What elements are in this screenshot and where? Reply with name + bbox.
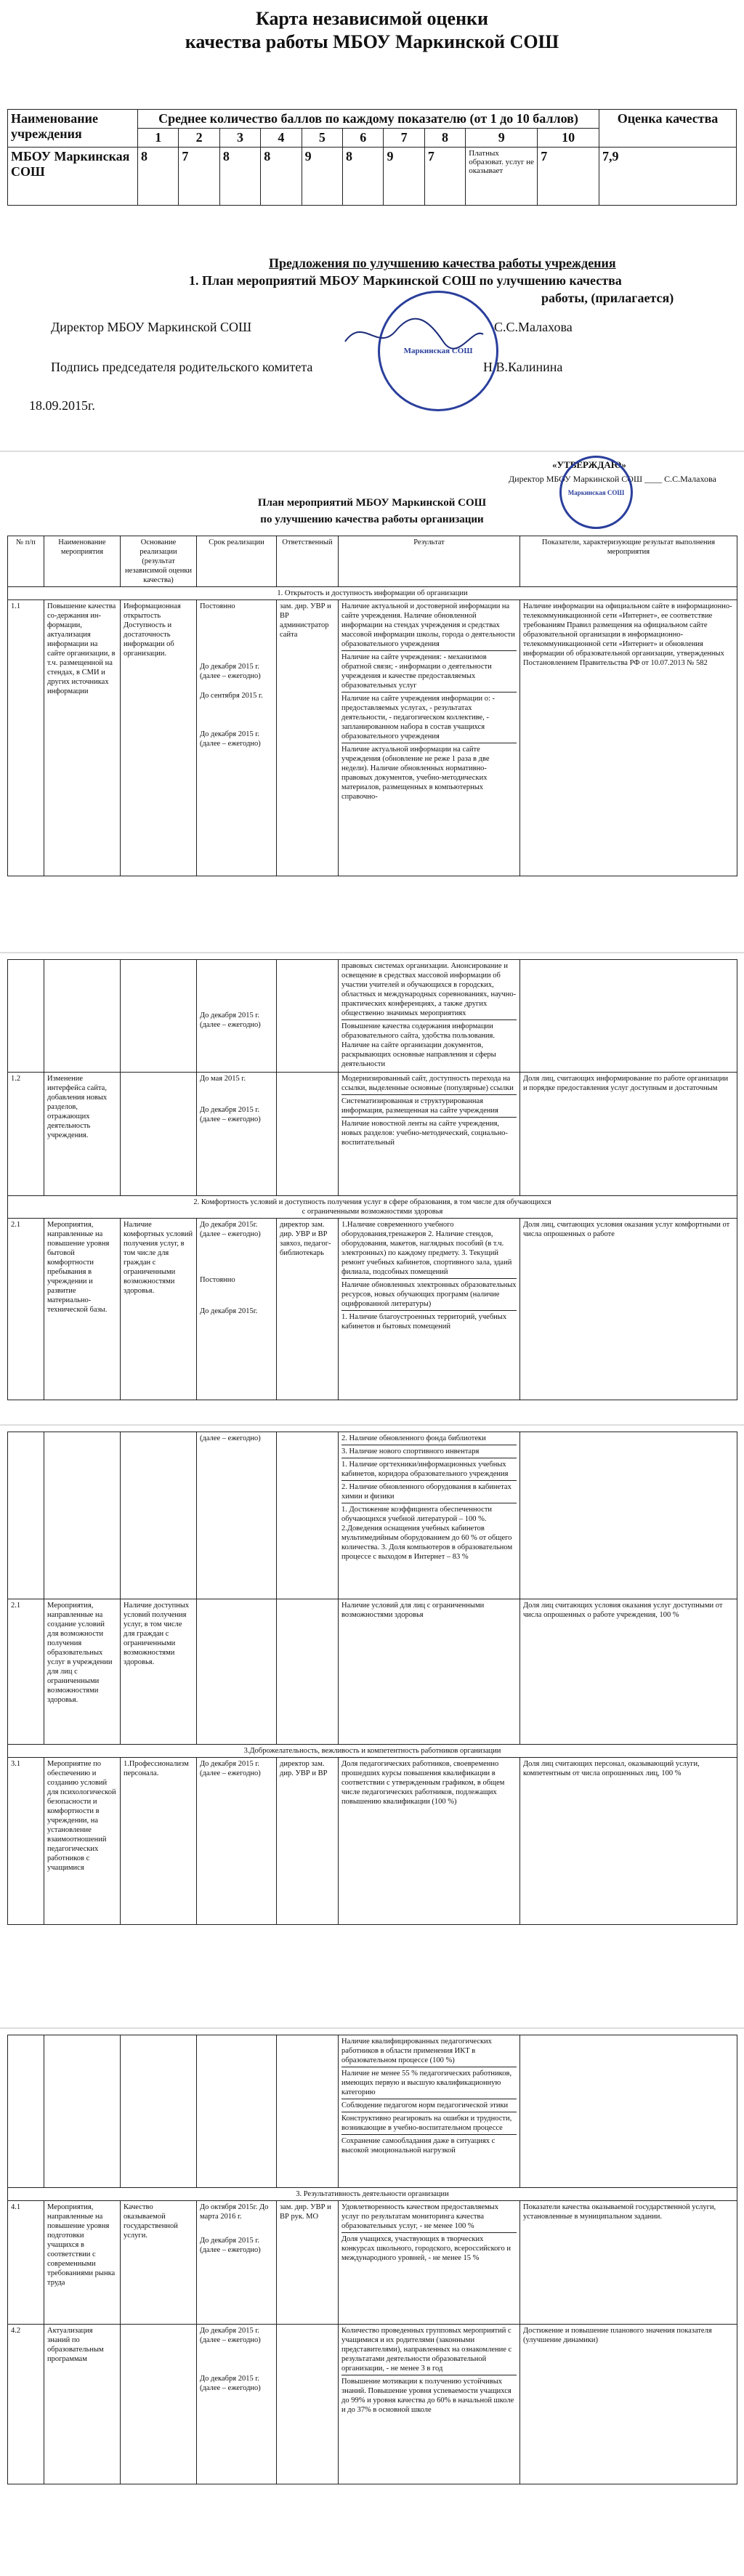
row-terms: [197, 1073, 277, 1196]
score-cell: 9: [384, 148, 424, 206]
result: Модернизированный сайт, доступность перехода на ссылки, выделенные основные (популярные) ссылки: [341, 1075, 514, 1092]
director-name: С.С.Малахова: [494, 320, 573, 334]
section-1-title: 1. Открытость и доступность информации об организации: [8, 587, 737, 600]
header-name: Наименование учреждения: [8, 110, 138, 148]
row-indicator: Достижение и повышение планового значения показателя (улучшение динамики): [520, 2325, 737, 2484]
term: Постоянно: [200, 1276, 235, 1284]
row-basis: Качество оказываемой государственной услуги.: [121, 2201, 197, 2325]
row-basis: Информационная открытость Доступность и достаточность информации об организации.: [121, 600, 197, 876]
col-num: 6: [343, 129, 384, 148]
result: Систематизированная и структурированная информация, размещенная на сайте учреждения: [341, 1094, 517, 1115]
score-cell: 7: [179, 148, 219, 206]
page-1: [0, 0, 744, 451]
row-indicator: Наличие информации на официальном сайте в информационно-телекоммуникационной сети «Интернет», ее соответствие требованиям Правил размещения на официальном сайте образовательной организации в информационно-телекоммуникационной сети «Интернет» и обновления информации об образовательной организации, утвержденных Постановлением Правительства РФ от 10.07.2013 № 582: [520, 600, 737, 876]
row-num: 2.1: [8, 1219, 44, 1400]
col-num: 1: [138, 129, 179, 148]
row-num: 1.1: [8, 600, 44, 876]
row-results: [339, 1219, 520, 1400]
term: До декабря 2015г. (далее – ежегодно): [200, 1221, 261, 1238]
th-name: Наименование мероприятия: [44, 536, 121, 587]
plan-title-line2: по улучшению качества работы организации: [260, 514, 484, 525]
parents-name: Н.В.Калинина: [483, 360, 563, 374]
proposals-heading: Предложения по улучшению качества работы учреждения: [269, 256, 616, 270]
score-cell: 7: [424, 148, 465, 206]
doc-title-line2: качества работы МБОУ Маркинской СОШ: [185, 31, 559, 52]
result: Наличие на сайте учреждения информации о: - предоставляемых услугах, - результатах деятельности, - педагогическом коллективе, - запланированном набора в состав учащихся образовательного учреждения: [341, 692, 517, 741]
row-name: Изменение интерфейса сайта, добавления новых разделов, отражающих деятельность учреждения.: [44, 1073, 121, 1196]
row-indicator: Показатели качества оказываемой государственной услуги, установленные в муниципальном задании.: [520, 2201, 737, 2325]
th-basis: Основание реализации (результат независимой оценки качества): [121, 536, 197, 587]
result: Удовлетворенность качеством предоставляемых услуг по результатам мониторинга качества образовательных услуг, - не менее 100 %: [341, 2203, 498, 2230]
plan-table-part1: [7, 536, 737, 876]
row-result: Наличие условий для лиц с ограниченными возможностями здоровья: [339, 1599, 520, 1745]
row-results: [339, 2201, 520, 2325]
doc-title-line1: Карта независимой оценки: [255, 8, 489, 29]
row-results: [339, 1432, 520, 1599]
col-num: 5: [302, 129, 342, 148]
stamp-text: Маркинская СОШ: [403, 347, 473, 355]
term: (далее – ежегодно): [197, 1432, 277, 1599]
paid-services-note: Платных образоват. услуг не оказывает: [466, 148, 538, 206]
term: До декабря 2015 г. (далее – ежегодно): [200, 1106, 261, 1123]
term: До декабря 2015 г. (далее – ежегодно): [200, 663, 261, 680]
score-cell: 8: [343, 148, 384, 206]
term: До декабря 2015 г. (далее – ежегодно): [200, 2375, 261, 2392]
term: До декабря 2015 г. (далее – ежегодно): [200, 2327, 261, 2344]
row-indicator: Доля лиц, считающих условия оказания услуг комфортными от числа опрошенных о работе: [520, 1219, 737, 1400]
result: Соблюдение педагогом норм педагогической этики: [341, 2099, 517, 2110]
plan-title-line1: План мероприятий МБОУ Маркинской СОШ: [257, 497, 487, 509]
row-name: Мероприятие по обеспечению и созданию условий для психологической безопасности и комфортности в учреждении, на установление взаимоотношений педагогических работников с учащимися: [44, 1758, 121, 1925]
result: Сохранение самообладания даже в ситуациях с высокой эмоциональной нагрузкой: [341, 2134, 517, 2155]
row-name: Мероприятия, направленные на создание условий для возможности получения образовательных услуг в учреждении для лиц с ограниченными возможностями здоровья.: [44, 1599, 121, 1745]
col-num: 10: [538, 129, 599, 148]
col-num: 3: [219, 129, 260, 148]
result: Наличие новостной ленты на сайте учреждения, новых разделов: учебно-методический, социально-воспитательный: [341, 1117, 517, 1147]
col-num: 2: [179, 129, 219, 148]
result: Наличие на сайте учреждения: - механизмов обратной связи; - информации о деятельности учреждения и качестве предоставляемых образовательных услуг: [341, 650, 517, 690]
row-terms: [197, 600, 277, 876]
row-resp: директор зам. дир. УВР и ВР завхоз, педагог-библиотекарь: [277, 1219, 339, 1400]
row-indicator: Доля лиц, считающих информирование по работе организации и порядке предоставления услуг доступным и достаточным: [520, 1073, 737, 1196]
header-avg: Среднее количество баллов по каждому показателю (от 1 до 10 баллов): [138, 110, 599, 129]
date: 18.09.2015г.: [29, 398, 95, 413]
row-term: До декабря 2015 г. (далее – ежегодно): [197, 1758, 277, 1925]
th-term: Срок реализации: [197, 536, 277, 587]
page-4: [0, 1424, 744, 2029]
row-basis: Наличие комфортных условий получения услуг, в том числе для граждан с ограниченными возможностями здоровья.: [121, 1219, 197, 1400]
th-num: № п/п: [8, 536, 44, 587]
result: 1.Наличие современного учебного оборудования,тренажеров 2. Наличие стендов, оборудования, макетов, наглядных пособий (в т.ч. электронных) по каждому предмету. 3. Текущий ремонт учебных кабинетов, спортивного зала, здаий филиала, подсобных помещений: [341, 1221, 512, 1276]
col-num: 9: [466, 129, 538, 148]
parents-label: Подпись председателя родительского комитета: [51, 360, 313, 374]
term: До мая 2015 г.: [200, 1075, 246, 1083]
school-name: МБОУ Маркинская СОШ: [8, 148, 138, 206]
result: правовых системах организации. Анонсирование и освещение в средствах массовой информации об участии учителей и обучающихся в городских, областных и международных соревнованиях, научно-практических конференциях, а также других общественно значимых мероприятиях: [341, 962, 517, 1017]
score-table: [7, 109, 737, 206]
page-3: [0, 952, 744, 1426]
result: Повышение мотивации к получению устойчивых знаний. Повышение уровня успеваемости учащихся до 99% и уровня качества до 60% в начальной школе и до 37% в основной школе: [341, 2375, 517, 2415]
th-result: Результат: [339, 536, 520, 587]
term: До декабря 2015 г. (далее – ежегодно): [200, 2237, 261, 2254]
row-terms: [197, 2325, 277, 2484]
row-result: Доля педагогических работников, своевременно прошедших курсы повышения квалификации в соответствии с утвержденным графиком, в общем числе педагогических работников, подлежащих повышению квалификации (100 %): [339, 1758, 520, 1925]
row-results: [339, 960, 520, 1073]
approve-title: «УТВЕРЖДАЮ»: [552, 459, 626, 470]
result: 1. Наличие оргтехники/информационных учебных кабинетов, коридора образовательного учреждения: [341, 1458, 517, 1479]
row-terms: [197, 2201, 277, 2325]
row-name: Повышение качества со-держания ин-формации, актуализация информации на сайте организации, в т.ч. размещенной на стендах, в СМИ и других источниках информации: [44, 600, 121, 876]
score-cell: 8: [219, 148, 260, 206]
row-num: 1.2: [8, 1073, 44, 1196]
page-5: [0, 2027, 744, 2576]
result: Доля учащихся, участвующих в творческих конкурсах школьного, городского, всероссийского и международного уровней, - не менее 15 %: [341, 2232, 517, 2263]
term: До декабря 2015 г. (далее – ежегодно): [200, 730, 261, 748]
col-num: 4: [261, 129, 302, 148]
plan-line1: 1. План мероприятий МБОУ Маркинской СОШ по улучшению качества: [189, 273, 622, 288]
row-num: 3.1: [8, 1758, 44, 1925]
row-name: Актуализация знаний по образовательным программам: [44, 2325, 121, 2484]
row-num: 4.2: [8, 2325, 44, 2484]
result: Наличие квалифицированных педагогических работников в области применения ИКТ в образовательном процессе (100 %): [341, 2038, 492, 2064]
result: 3. Наличие нового спортивного инвентаря: [341, 1445, 517, 1456]
stamp-text: Маркинская СОШ: [567, 488, 625, 496]
result: 2. Наличие обновленного фонда библиотеки: [341, 1434, 486, 1442]
result: Наличие актуальной и достоверной информации на сайте учреждения. Наличие обновленной информации на стендах учреждения и средствах массовой информации школы, города о деятельности образовательного учреждения: [341, 602, 515, 648]
row-resp: зам. дир. УВР и ВР рук. МО: [277, 2201, 339, 2325]
row-terms: [197, 1219, 277, 1400]
th-indicator: Показатели, характеризующие результат выполнения мероприятия: [520, 536, 737, 587]
result: Наличие обновленных электронных образовательных ресурсов, новых обучающих программ (наличие оцифрованной литературы): [341, 1278, 517, 1309]
th-resp: Ответственный: [277, 536, 339, 587]
row-basis: 1.Профессионализм персонала.: [121, 1758, 197, 1925]
row-results: [339, 2325, 520, 2484]
term: До декабря 2015г.: [200, 1307, 258, 1315]
section-3-title: 3.Доброжелательность, вежливость и компетентность работников организации: [8, 1745, 737, 1758]
section-2-title: [8, 1196, 737, 1219]
term: До сентября 2015 г.: [200, 692, 263, 700]
score-cell: 8: [138, 148, 179, 206]
row-resp: директор зам. дир. УВР и ВР: [277, 1758, 339, 1925]
row-results: [339, 1073, 520, 1196]
quality-score: 7,9: [599, 148, 737, 206]
result: Количество проведенных групповых мероприятий с учащимися и их родителями (законными представителями), направленных на ознакомление с результатами деятельности образовательной организации, - не менее 3 в год: [341, 2327, 512, 2373]
signature-image: [341, 312, 487, 356]
row-indicator: Доля лиц считающих условия оказания услуг доступными от числа опрошенных о работе учреждения, 100 %: [520, 1599, 737, 1745]
score-cell: 8: [261, 148, 302, 206]
plan-table-part4: [7, 2035, 737, 2484]
approve-line: Директор МБОУ Маркинской СОШ ____ С.С.Малахова: [509, 474, 716, 484]
row-results: [339, 2035, 520, 2188]
row-indicator: Доля лиц считающих персонал, оказывающий услуги, компетентным от числа опрошенных лиц, 100 %: [520, 1758, 737, 1925]
row-num: 4.1: [8, 2201, 44, 2325]
row-name: Мероприятия, направленные на повышение уровня подготовки учащихся в соответствии с современными требованиями рынка труда: [44, 2201, 121, 2325]
term: Постоянно: [200, 602, 235, 610]
row-basis: Наличие доступных условий получения услуг, в том числе для граждан с ограниченными возможностями здоровья.: [121, 1599, 197, 1745]
term: До декабря 2015 г. (далее – ежегодно): [197, 960, 277, 1073]
section-4-title: 3. Результативность деятельности организации: [8, 2188, 737, 2201]
col-num: 7: [384, 129, 424, 148]
page-2: [0, 451, 744, 953]
header-quality: Оценка качества: [599, 110, 737, 148]
plan-table-part3: [7, 1432, 737, 1925]
col-num: 8: [424, 129, 465, 148]
score-cell: 7: [538, 148, 599, 206]
score-cell: 9: [302, 148, 342, 206]
result: Повышение качества содержания информации образовательного сайта, удобства пользования. Наличие на сайте организации документов, раскрывающих основные направления и сферы деятельности: [341, 1020, 517, 1069]
row-results: [339, 600, 520, 876]
section-2-line1: 2. Комфортность условий и доступность получения услуг в сфере образования, в том числе для обучающихся: [193, 1198, 551, 1206]
director-label: Директор МБОУ Маркинской СОШ: [51, 320, 252, 334]
plan-table-part2: [7, 959, 737, 1400]
result: Наличие не менее 55 % педагогических работников, имеющих первую и высшую квалификационную категорию: [341, 2067, 517, 2097]
result: 2. Наличие обновленного оборудования в кабинетах химии и физики: [341, 1480, 517, 1501]
section-2-line2: с ограниченными возможностями здоровья: [302, 1208, 443, 1216]
row-name: Мероприятия, направленные на повышение уровня бытовой комфортности пребывания в учреждении и развитие материально-технической базы.: [44, 1219, 121, 1400]
result: 1. Достижение коэффициента обеспеченности обучающихся учебной литературой – 100 %. 2.Доведения оснащения учебных кабинетов мультимедийным оборудованием до 60 % от общего количества. 3. Доля компьютеров в образовательном процессе с выходом в Интернет – 83 %: [341, 1503, 517, 1562]
result: Наличие актуальной информации на сайте учреждения (обновление не реже 1 раза в две недели). Наличие обновленных нормативно-правовых документов, учебно-методических материалов, размещенных в компьютерных справочно-: [341, 743, 517, 802]
result: Конструктивно реагировать на ошибки и трудности, возникающие в учебно-воспитательном процессе: [341, 2112, 517, 2133]
row-num: 2.1: [8, 1599, 44, 1745]
row-resp: зам. дир. УВР и ВР администратор сайта: [277, 600, 339, 876]
result: 1. Наличие благоустроенных территорий, учебных кабинетов и бытовых помещений: [341, 1310, 517, 1331]
term: До октября 2015г. До марта 2016 г.: [200, 2203, 269, 2221]
plan-line2: работы, (прилагается): [541, 291, 674, 305]
